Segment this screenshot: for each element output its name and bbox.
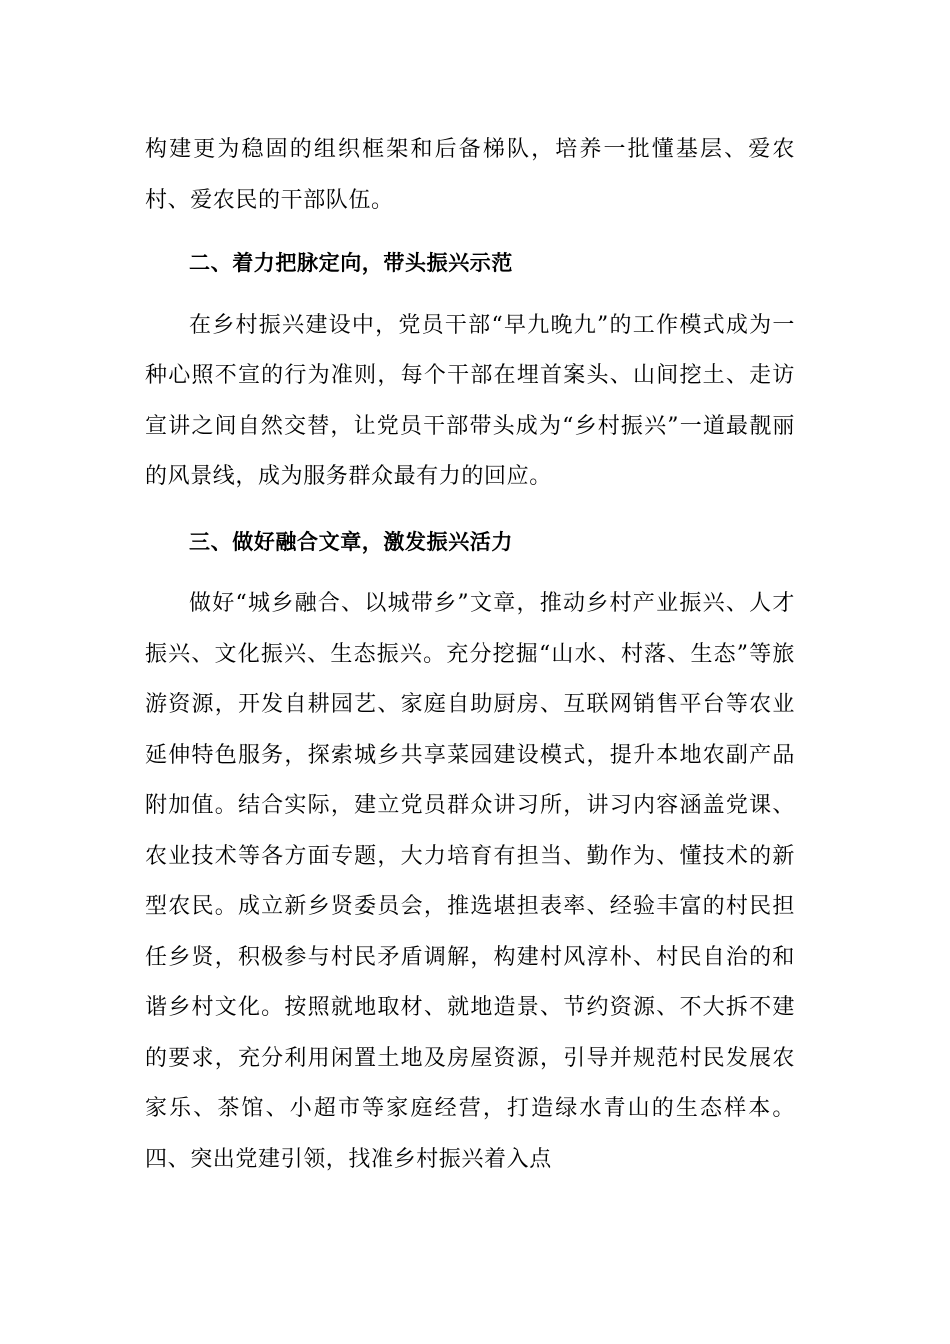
spacer — [145, 503, 795, 517]
paragraph-continuation: 构建更为稳固的组织框架和后备梯队，培养一批懂基层、爱农村、爱农民的干部队伍。 — [145, 137, 795, 213]
paragraph-section-3: 做好“城乡融合、以城带乡”文章，推动乡村产业振兴、人才振兴、文化振兴、生态振兴。充分挖掘“山水、村落、生态”等旅游资源，开发自耕园艺、家庭自助厨房、互联网销售平台等农业延伸特色服务，探索城乡共享菜园建设模式，提升本地农副产品附加值。结合实际，建立党员群众讲习所，讲习内容涵盖党课、农业技术等各方面专题，大力培育有担当、勤作为、懂技术的新型农民。成立新乡贤委员会，推选堪担表率、经验丰富的村民担任乡贤，积极参与村民矛盾调解，构建村风淳朴、村民自治的和谐乡村文化。按照就地取材、就地造景、节约资源、不大拆不建的要求，充分利用闲置土地及房屋资源，引导并规范村民发展农家乐、茶馆、小超市等家庭经营，打造绿水青山的生态样本。四、突出党建引领，找准乡村振兴着入点 — [145, 591, 795, 1172]
document-body — [145, 125, 795, 1185]
paragraph-section-2: 在乡村振兴建设中，党员干部“早九晚九”的工作模式成为一种心照不宣的行为准则，每个干部在埋首案头、山间挖土、走访宣讲之间自然交替，让党员干部带头成为“乡村振兴”一道最靓丽的风景线，成为服务群众最有力的回应。 — [145, 312, 795, 489]
spacer — [145, 289, 795, 301]
section-heading-2: 二、着力把脉定向，带头振兴示范 — [189, 251, 513, 275]
spacer — [145, 567, 795, 579]
spacer — [145, 226, 795, 238]
section-heading-3: 三、做好融合文章，激发振兴活力 — [189, 529, 513, 554]
